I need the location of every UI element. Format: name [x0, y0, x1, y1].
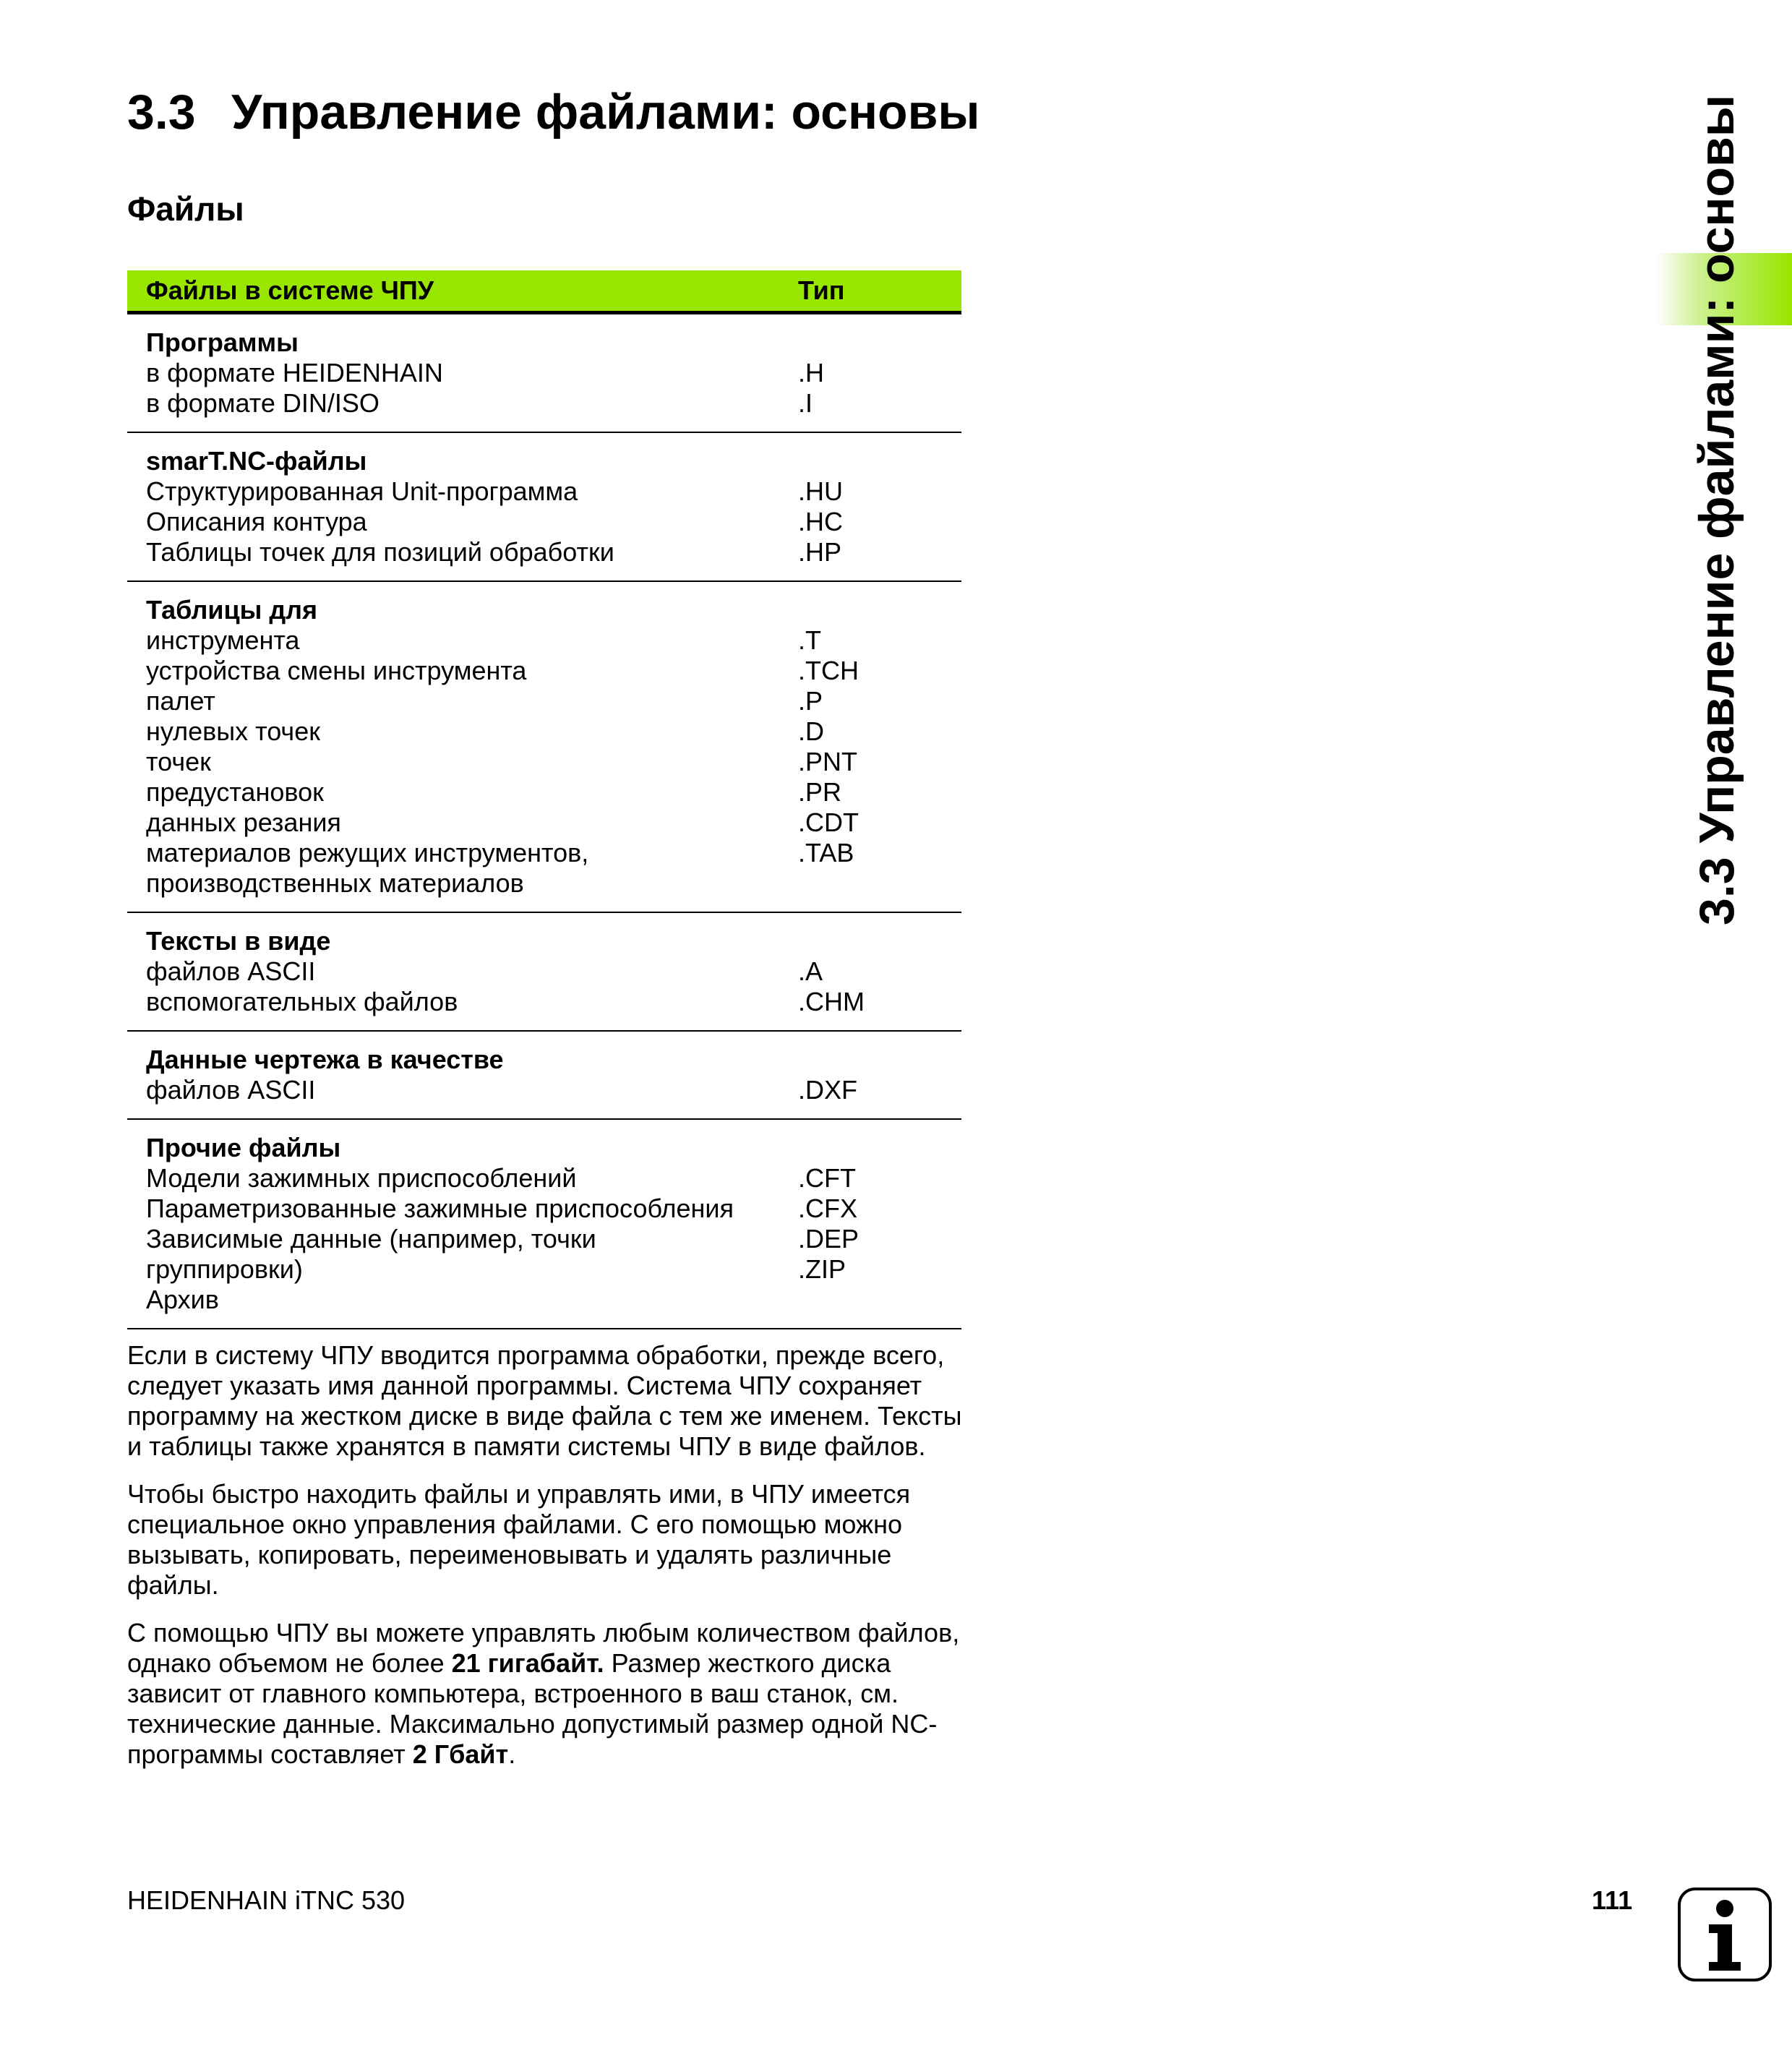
file-extension: .CHM: [798, 987, 865, 1016]
file-type-name: файлов ASCII: [146, 956, 316, 986]
manual-name: HEIDENHAIN iTNC 530: [127, 1885, 406, 1915]
file-group-extensions: [798, 912, 961, 1031]
column-header-files: Файлы в системе ЧПУ: [127, 270, 798, 313]
file-extension: .HC: [798, 507, 843, 536]
file-group-names: [127, 1119, 798, 1329]
file-group-extensions: [798, 1031, 961, 1119]
emphasis-program-limit: 2 Гбайт: [412, 1739, 509, 1769]
file-type-name: производственных материалов: [146, 868, 524, 898]
file-type-name: в формате DIN/ISO: [146, 388, 380, 418]
section-title: Управление файлами: основы: [231, 85, 980, 140]
file-type-name: устройства смены инструмента: [146, 656, 527, 685]
table-header-row: [127, 270, 961, 313]
file-extension: .CFX: [798, 1194, 858, 1223]
file-group-title: Тексты в виде: [146, 926, 331, 956]
file-extension: .DEP: [798, 1224, 859, 1254]
file-group-title: Программы: [146, 327, 299, 357]
file-type-name: данных резания: [146, 807, 341, 837]
file-type-name: Архив: [146, 1285, 219, 1314]
emphasis-disk-limit: 21 гигабайт.: [451, 1648, 604, 1678]
table-row: [127, 581, 961, 912]
file-extension: .DXF: [798, 1075, 858, 1105]
file-group-names: [127, 1031, 798, 1119]
column-header-type: Тип: [798, 270, 961, 313]
file-extension: .CFT: [798, 1163, 856, 1193]
section-number: 3.3: [127, 85, 196, 140]
file-type-name: файлов ASCII: [146, 1075, 316, 1105]
file-type-name: Зависимые данные (например, точки: [146, 1224, 596, 1254]
file-extension: .CDT: [798, 807, 859, 837]
table-row: [127, 1031, 961, 1119]
file-extension: .TCH: [798, 656, 859, 685]
paragraph: Чтобы быстро находить файлы и управлять ими, в ЧПУ имеется специальное окно управления файлами. С его помощью можно вызывать, копировать, переименовывать и удалять различные файлы.: [127, 1479, 911, 1600]
paragraph: [127, 1618, 966, 1770]
paragraph-text: .: [508, 1739, 516, 1769]
file-group-names: [127, 313, 798, 433]
file-group-extensions: [798, 313, 961, 433]
file-type-name: группировки): [146, 1254, 303, 1284]
body-text: [127, 1340, 966, 1787]
table-row: [127, 912, 961, 1031]
file-extension: .I: [798, 388, 813, 418]
file-group-extensions: [798, 581, 961, 912]
page-number: 111: [1592, 1885, 1633, 1915]
subsection-title: Файлы: [127, 190, 244, 228]
file-extension: .D: [798, 716, 824, 746]
file-type-name: палет: [146, 686, 215, 716]
file-extension: .H: [798, 358, 824, 387]
paragraph: Если в систему ЧПУ вводится программа обработки, прежде всего, следует указать имя данной программы. Система ЧПУ сохраняет программу на жестком диске в виде файла с тем же именем. Тексты и таблицы также хранятся в памяти системы ЧПУ в виде файлов.: [127, 1340, 962, 1461]
file-extension: .PNT: [798, 747, 858, 776]
paragraph-text: Размер жесткого диска зависит от главного компьютера, встроенного в ваш станок, см. технические данные. Максимально допустимый размер одной NC-программы составляет: [127, 1648, 938, 1769]
table-row: [127, 1119, 961, 1329]
file-types-table: [127, 270, 961, 1329]
file-extension: .P: [798, 686, 823, 716]
table-row: [127, 432, 961, 581]
table-row: [127, 313, 961, 433]
file-type-name: вспомогательных файлов: [146, 987, 458, 1016]
file-type-name: точек: [146, 747, 211, 776]
file-group-extensions: [798, 1119, 961, 1329]
file-extension: .T: [798, 625, 821, 655]
file-type-name: Модели зажимных приспособлений: [146, 1163, 577, 1193]
info-icon: [1677, 1887, 1772, 1982]
file-type-name: Параметризованные зажимные приспособления: [146, 1194, 734, 1223]
file-type-name: Структурированная Unit-программа: [146, 476, 578, 506]
file-group-title: Прочие файлы: [146, 1133, 341, 1162]
file-group-title: smarT.NC-файлы: [146, 446, 367, 476]
file-extension: .A: [798, 956, 823, 986]
file-extension: .HU: [798, 476, 843, 506]
file-type-name: Описания контура: [146, 507, 367, 536]
paragraph-text: С помощью ЧПУ вы можете управлять любым количеством файлов, однако объемом не более: [127, 1618, 960, 1678]
file-type-name: Таблицы точек для позиций обработки: [146, 537, 614, 567]
file-extension: .TAB: [798, 838, 854, 867]
file-extension: .HP: [798, 537, 842, 567]
file-extension: .PR: [798, 777, 842, 807]
page-title: [127, 85, 979, 140]
file-type-name: нулевых точек: [146, 716, 320, 746]
file-group-names: [127, 432, 798, 581]
file-type-name: материалов режущих инструментов,: [146, 838, 589, 867]
file-group-extensions: [798, 432, 961, 581]
file-type-name: инструмента: [146, 625, 300, 655]
file-group-title: Данные чертежа в качестве: [146, 1045, 504, 1074]
file-extension: .ZIP: [798, 1254, 846, 1284]
file-group-title: Таблицы для: [146, 595, 318, 625]
file-type-name: предустановок: [146, 777, 324, 807]
side-chapter-title: 3.3 Управление файлами: основы: [1689, 95, 1744, 925]
file-group-names: [127, 912, 798, 1031]
file-type-name: в формате HEIDENHAIN: [146, 358, 443, 387]
file-group-names: [127, 581, 798, 912]
